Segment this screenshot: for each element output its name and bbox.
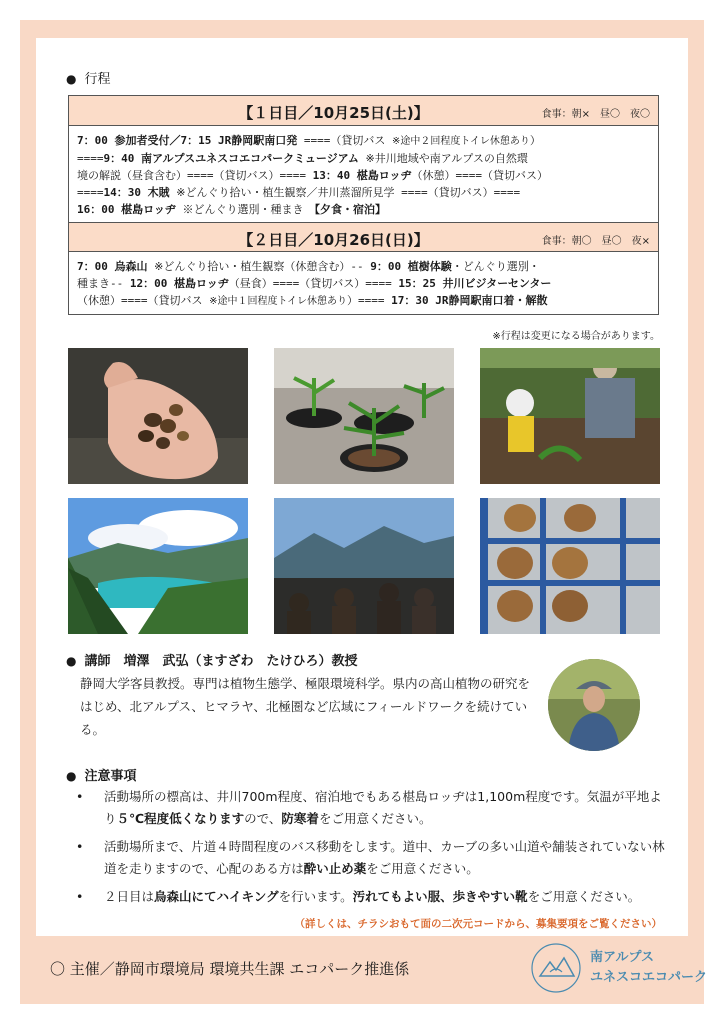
notes-list (70, 786, 670, 914)
schedule-heading-label: 行程 (84, 72, 111, 87)
day1-line-2 (77, 150, 652, 167)
day2-line-2-time2: 15：25 井川ビジターセンター (398, 277, 552, 290)
detail-note: （詳しくは、チラシおもて面の二次元コードから、募集要項をご覧ください） (294, 918, 662, 930)
day2-line-1 (77, 258, 652, 275)
logo-line-1: 南アルプス (590, 950, 654, 965)
photo-whisky-barrels (480, 498, 660, 634)
photo-seedlings (274, 348, 454, 484)
notes-heading-label: 注意事項 (84, 769, 137, 784)
day1-line-5-end: 【夕食・宿泊】 (314, 203, 387, 216)
day1-line-3-time: 13：40 椹島ロッヂ (312, 169, 412, 182)
teacher-heading (66, 650, 358, 669)
day2-meal: 食事：朝〇 昼〇 夜× (541, 236, 650, 247)
photo-museum-screen (274, 498, 454, 634)
day2-line-2-time: 12：00 椹島ロッヂ (129, 277, 229, 290)
day1-line-5 (77, 201, 652, 218)
bullet-dot: ● (66, 769, 77, 783)
day1-line-1 (77, 132, 652, 150)
day1-line-1-end: ） (529, 134, 541, 147)
day1-line-4 (77, 184, 652, 201)
day1-line-3-end: （休憩）====（貸切バス） (411, 169, 549, 182)
photo-planting (480, 348, 660, 484)
day1-line-5-time: 16：00 椹島ロッヂ (77, 203, 176, 216)
photo-acorns-in-hand (68, 348, 248, 484)
day1-line-3-text: 境の解説（昼食含む）====（貸切バス）==== (77, 169, 313, 182)
day1-line-3 (77, 167, 652, 184)
day2-line-1-time: 7：00 烏森山 (77, 260, 148, 273)
day2-header (69, 222, 658, 252)
day2-line-1-text: ※どんぐり拾い・植生観察（休憩含む）-- (147, 260, 371, 273)
organizer-text: 〇 主催／静岡市環境局 環境共生課 エコパーク推進係 (50, 960, 410, 978)
schedule-heading (66, 68, 111, 87)
day2-body (69, 252, 658, 314)
day2-line-2 (77, 275, 652, 292)
day1-body (69, 126, 658, 222)
day2-line-3-time2: 17：30 JR静岡駅南口着・解散 (391, 294, 548, 307)
schedule-note: ※行程は変更になる場合があります。 (492, 331, 660, 342)
day1-line-2-time: 9：40 南アルプスユネスコエコパークミュージアム (103, 152, 359, 165)
note-item-altitude: • 活動場所の標高は、井川700m程度、宿泊地でもある椹島ロッヂは1,100m程度です。気温が平地より５℃程度低くなりますので、防寒着をご用意ください。 (70, 786, 670, 830)
day1-line-1-text: ====（貸切バス (297, 134, 392, 147)
logo-line-2: ユネスコエコパーク (590, 970, 708, 985)
day1-header (69, 96, 658, 126)
bullet-dot: ● (66, 654, 77, 668)
day1-line-4-pre: ==== (77, 186, 104, 199)
photo-lake-landscape (68, 498, 248, 634)
day1-line-2-pre: ==== (77, 152, 104, 165)
note-item-bus: • 活動場所まで、片道４時間程度のバス移動をします。道中、カーブの多い山道や舗装されていない林道を走りますので、心配のある方は酔い止め薬をご用意ください。 (70, 836, 670, 880)
day1-meal: 食事：朝× 昼〇 夜〇 (541, 109, 650, 120)
day1-line-1-time: 7：00 参加者受付／7：15 JR静岡駅南口発 (77, 134, 298, 147)
day1-line-5-text: ※どんぐり選別・種まき (175, 203, 315, 216)
day2-line-3-text: （休憩）====（貸切バス (77, 294, 210, 307)
day2-line-3-end: ）==== (347, 294, 392, 307)
day1-line-4-text: ※どんぐり拾い・植生観察／井川蒸溜所見学 ====（貸切バス）==== (169, 186, 521, 199)
teacher-bio: 静岡大学客員教授。専門は植物生態学、極限環境科学。県内の高山植物の研究をはじめ、北アルプス、ヒマラヤ、北極圏など広域にフィールドワークを続けている。 (80, 676, 531, 737)
day1-line-1-note: ※途中２回程度トイレ休憩あり (391, 136, 530, 147)
logo-text (590, 948, 707, 988)
day2-line-3-note: ※途中１回程度トイレ休憩あり (209, 296, 348, 307)
day2-line-2-text: 種まき-- (77, 277, 130, 290)
day1-title: 【１日目／10月25日(土)】 (238, 104, 429, 122)
notes-heading (66, 765, 137, 784)
day2-line-1-time2: 9：00 植樹体験 (370, 260, 452, 273)
day1-line-2-text: ※井川地域や南アルプスの自然環 (358, 152, 528, 165)
day1-line-4-time: 14：30 木賊 (103, 186, 170, 199)
day2-title: 【２日目／10月26日(日)】 (238, 231, 429, 249)
schedule-table (68, 95, 659, 315)
note-item-hiking: • ２日目は烏森山にてハイキングを行います。汚れてもよい服、歩きやすい靴をご用意ください。 (70, 886, 670, 908)
teacher-photo (548, 659, 640, 751)
day2-line-1-end: ・どんぐり選別・ (451, 260, 540, 273)
teacher-name: 増澤 武弘（ますざわ たけひろ）教授 (123, 654, 358, 669)
bullet-dot: ● (66, 72, 77, 86)
day2-line-2-end: （昼食）====（貸切バス）==== (228, 277, 399, 290)
day2-line-3 (77, 292, 652, 310)
teacher-heading-label: 講師 (84, 654, 111, 669)
